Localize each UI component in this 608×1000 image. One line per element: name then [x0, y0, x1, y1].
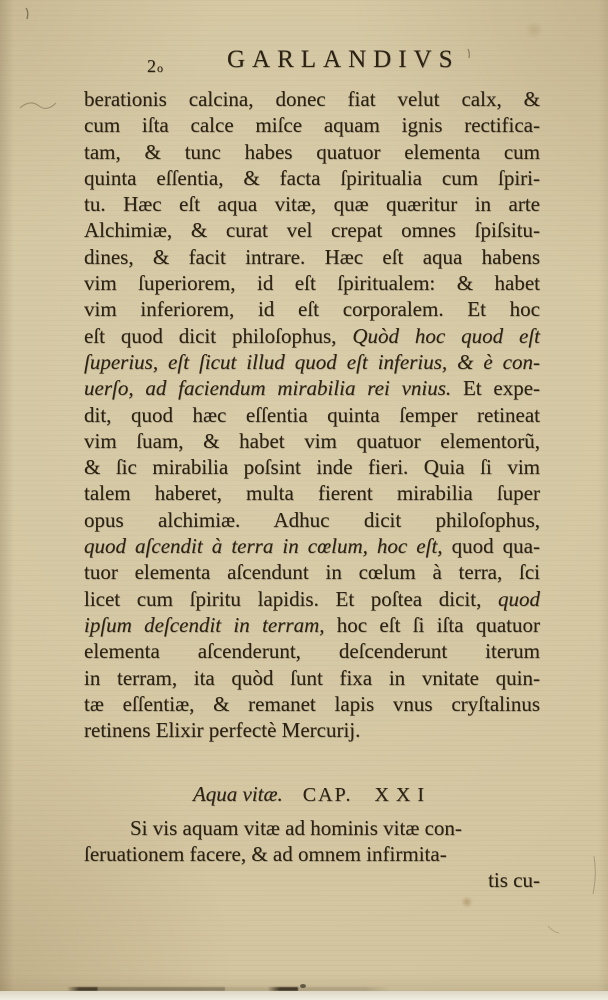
text-line [84, 375, 540, 401]
running-title: GARLANDIVS [227, 46, 460, 73]
text-line [84, 270, 540, 296]
roman-text-segment: in terram, ita quòd ſunt fixa in vnitate quin- [84, 665, 540, 690]
catchword: tis cu- [488, 868, 540, 893]
roman-text-segment: vim ſuperiorem, id eſt ſpiritualem: & habet [84, 271, 540, 296]
roman-text-segment: retinens Elixir perfectè Mercurij. [84, 718, 361, 743]
text-line [84, 296, 540, 322]
roman-text-segment: hoc eſt ſi iſta quatuor [324, 612, 540, 637]
text-line [84, 165, 540, 191]
roman-text-segment: tæ eſſentiæ, & remanet lapis vnus cryſtalinus [84, 691, 540, 716]
text-line [84, 507, 540, 533]
text-line [84, 691, 540, 717]
text-line [84, 612, 540, 638]
text-line [84, 217, 540, 243]
roman-text-segment: quinta eſſentia, & facta ſpiritualia cum ſpiri- [84, 165, 540, 190]
italic-text-segment: uerſo, ad faciendum mirabilia rei vnius. [84, 376, 452, 401]
text-line [84, 638, 540, 664]
roman-text-segment: tuor elementa aſcendunt in cœlum à terra, ſci [84, 560, 540, 585]
roman-text-segment: dit, quod hæc eſſentia quinta ſemper retineat [84, 402, 540, 427]
italic-text-segment: ipſum deſcendit in terram, [84, 612, 325, 637]
roman-text-segment: talem haberet, multa fierent mirabilia ſuper [84, 481, 540, 506]
text-line [84, 323, 540, 349]
text-line [84, 191, 540, 217]
text-line [84, 139, 540, 165]
roman-text-segment: Et expe- [451, 376, 541, 401]
text-line [84, 349, 540, 375]
chapter-heading [84, 781, 540, 808]
chapter-heading-numeral: XXI [374, 784, 432, 807]
roman-text-segment: cum iſta calce miſce aquam ignis rectifica- [84, 113, 540, 138]
roman-text-segment: & ſic mirabilia poſsint inde fieri. Quia ſi vim [84, 455, 540, 480]
italic-text-segment: Quòd hoc quod eſt [352, 323, 540, 348]
roman-text-segment: Si vis aquam vitæ ad hominis vitæ con- [130, 815, 462, 840]
text-line [84, 402, 540, 428]
roman-text-segment: vim inferiorem, id eſt corporalem. Et hoc [84, 297, 540, 322]
text-line [84, 559, 540, 585]
italic-text-segment: quod aſcendit à terra in cœlum, hoc eſt, [84, 534, 443, 559]
text-line [84, 717, 540, 743]
roman-text-segment: berationis calcina, donec fiat velut calx, & [84, 87, 540, 111]
chapter-heading-subject: Aqua vitæ. [192, 782, 283, 807]
roman-text-segment: opus alchimiæ. Adhuc dicit philoſophus, [84, 507, 540, 532]
text-line [84, 112, 540, 138]
roman-text-segment: Alchimiæ, & curat vel crepat omnes ſpiſsitu- [84, 218, 540, 243]
chapter-heading-cap: CAP. [302, 784, 353, 807]
paragraph-2 [84, 815, 540, 868]
text-line [84, 428, 540, 454]
page-number [147, 56, 164, 77]
page-number-main: 2 [147, 56, 157, 76]
text-line [84, 815, 540, 841]
roman-text-segment: ſeruationem facere, & ad omnem infirmita- [84, 842, 447, 867]
page-number-sub: o [157, 61, 164, 75]
text-line [84, 86, 540, 112]
paper-fiber [548, 926, 559, 933]
roman-text-segment: licet cum ſpiritu lapidis. Et poſtea dicit, [84, 586, 498, 611]
roman-text-segment: quod qua- [442, 534, 540, 559]
next-page-edge [0, 991, 608, 1000]
italic-text-segment: ſuperius, eſt ſicut illud quod eſt inferius, & è con- [84, 349, 540, 374]
roman-text-segment: tu. Hæc eſt aqua vitæ, quæ quæritur in arte [84, 192, 540, 217]
text-line [84, 454, 540, 480]
roman-text-segment: eſt quod dicit philoſophus, [84, 323, 353, 348]
text-line [84, 586, 540, 612]
roman-text-segment: elementa aſcenderunt, deſcenderunt iterum [84, 639, 540, 664]
roman-text-segment: tam, & tunc habes quatuor elementa cum [84, 139, 540, 164]
running-head [0, 46, 608, 80]
text-line [84, 244, 540, 270]
roman-text-segment: vim ſuam, & habet vim quatuor elementorũ, [84, 428, 540, 453]
text-block [84, 86, 540, 894]
paper-fiber [20, 103, 56, 108]
paper-fiber [26, 8, 28, 19]
text-line [84, 665, 540, 691]
text-line [84, 533, 540, 559]
text-line [84, 841, 540, 867]
italic-text-segment: quod [498, 586, 540, 611]
text-line [84, 480, 540, 506]
paper-fiber [593, 856, 595, 894]
roman-text-segment: dines, & facit intrare. Hæc eſt aqua habens [84, 244, 540, 269]
paragraph-1 [84, 86, 540, 743]
